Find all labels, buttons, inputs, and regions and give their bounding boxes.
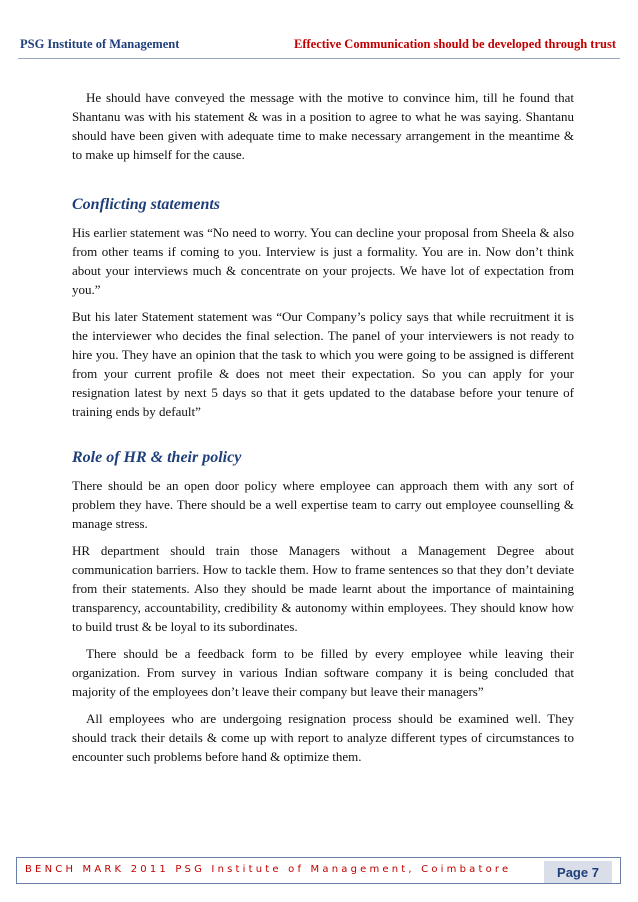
paragraph: HR department should train those Managers without a Management Degree about communication barriers. How to tackle them. How to frame sentences so that they don’t deviate from their statements. Also they should be made learnt about the importance of maintaining transparency, accountability, credibility & autonomy within employees. They should know how to build trust & be loyal to its subordinates. bbox=[72, 543, 574, 634]
footer-text: BENCH MARK 2011 PSG Institute of Management, Coimbatore bbox=[25, 864, 512, 875]
header-title: Effective Communication should be developed through trust bbox=[293, 37, 616, 51]
page-footer bbox=[16, 857, 621, 884]
spacer bbox=[72, 172, 574, 196]
header-institute: PSG Institute of Management bbox=[20, 37, 180, 51]
paragraph: But his later Statement statement was “Our Company’s policy says that while recruitment it is the interviewer who decides the final selection. The panel of your interviewers is not ready to hire you. They have an opinion that the task to which you were going to be assigned is different from your current profile & does not meet their expectation. So you can apply for your resignation latest by next 5 days so that it gets updated to the database before your tenure of training ends by default” bbox=[72, 309, 574, 419]
page-header bbox=[0, 0, 638, 60]
paragraph: All employees who are undergoing resignation process should be examined well. They should track their details & come up with report to analyze different types of circumstances to encounter such problems before hand & optimize them. bbox=[72, 711, 574, 764]
paragraph: There should be an open door policy where employee can approach them with any sort of problem they have. There should be a well expertise team to carry out employee counselling & manage stress. bbox=[72, 478, 574, 531]
page-content bbox=[72, 88, 574, 774]
paragraph: There should be a feedback form to be filled by every employee while leaving their organization. From survey in various Indian software company it is being concluded that majority of the employees don’t leave their company but leave their managers” bbox=[72, 646, 574, 699]
page-number-box bbox=[544, 861, 612, 883]
intro-paragraph: He should have conveyed the message with the motive to convince him, till he found that Shantanu was with his statement & was in a position to agree to what he was saying. Shantanu should have been given with adequate time to make necessary arrangement in the meantime & to make up himself for the cause. bbox=[72, 90, 574, 162]
page-number: Page 7 bbox=[557, 865, 599, 880]
section-heading-conflicting-statements: Conflicting statements bbox=[72, 196, 221, 213]
header-divider bbox=[18, 58, 620, 59]
paragraph: His earlier statement was “No need to worry. You can decline your proposal from Sheela & also from other teams if coming to you. Interview is just a formality. You are in. Now don’t think about your interviews much & concentrate on your projects. We have lot of expectation from you.” bbox=[72, 225, 574, 297]
spacer bbox=[72, 429, 574, 449]
section-heading-role-of-hr: Role of HR & their policy bbox=[72, 449, 242, 466]
